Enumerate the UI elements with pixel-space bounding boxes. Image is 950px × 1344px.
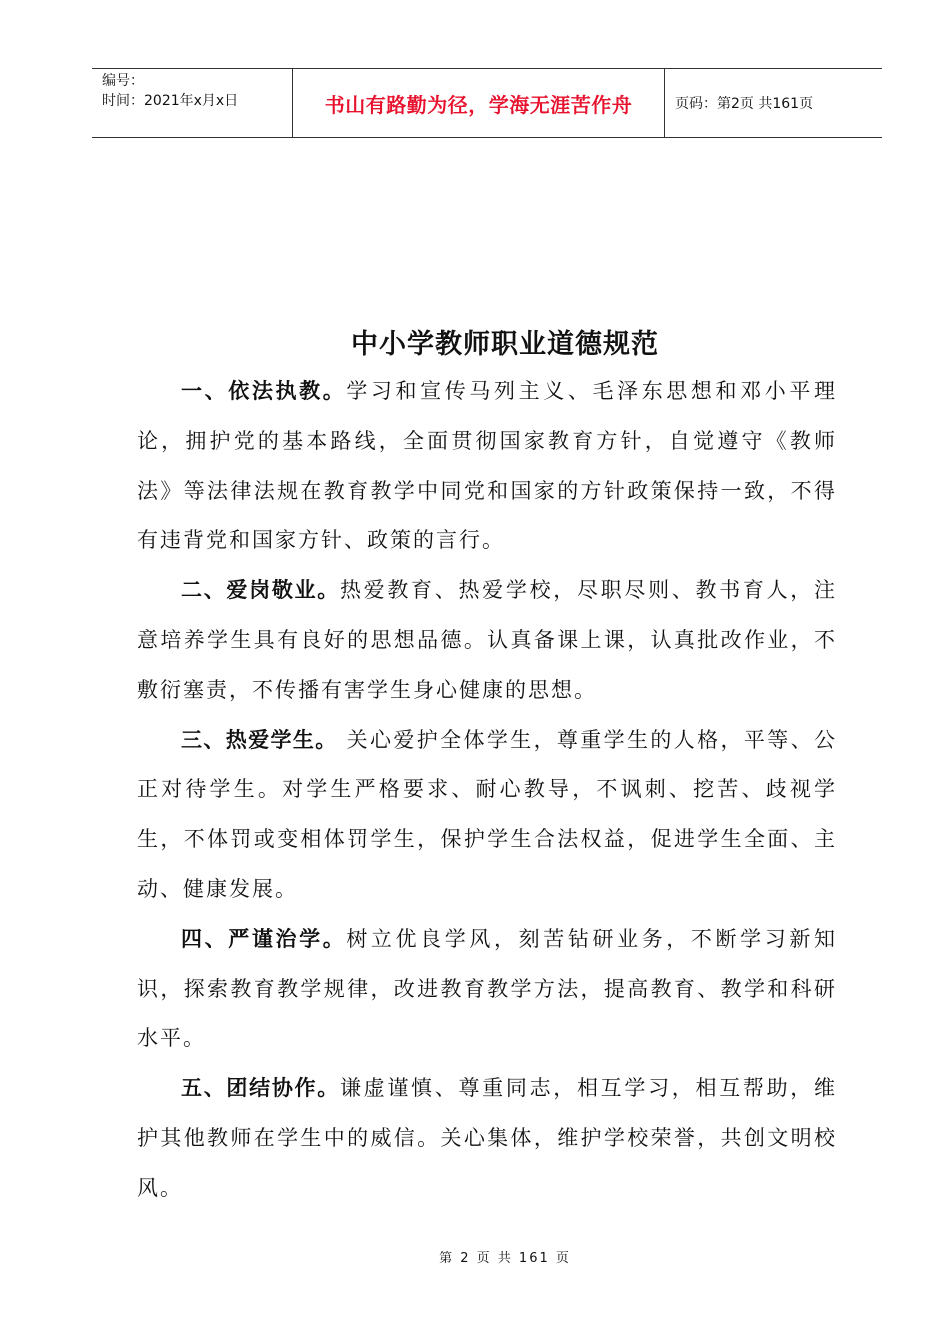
- code-label: 编号：: [102, 73, 144, 89]
- motto: 书山有路勤为径，学海无涯苦作舟: [324, 92, 633, 117]
- document-title: 中小学教师职业道德规范: [351, 329, 659, 360]
- section-heading: 三、热爱学生。: [181, 727, 338, 752]
- header-page-cell: [665, 69, 882, 137]
- section-paragraph: [137, 367, 837, 566]
- section-heading: 五、团结协作。: [181, 1076, 340, 1101]
- date-label: 时间：2021年x月x日: [102, 93, 239, 109]
- section-body: 热爱教育、热爱学校，尽职尽则、教书育人，注意培养学生具有良好的思想品德。认真备课上课，认真批改作业，不敷衍塞责，不传播有害学生身心健康的思想。: [137, 578, 838, 702]
- section-paragraph: [137, 915, 837, 1064]
- section-paragraph: [137, 716, 837, 915]
- section-heading: 四、严谨治学。: [181, 926, 347, 951]
- document-body: [137, 367, 837, 1214]
- section-body: 学习和宣传马列主义、毛泽东思想和邓小平理论，拥护党的基本路线，全面贯彻国家教育方针，自觉遵守《教师法》等法律法规在教育教学中同党和国家的方针政策保持一致，不得有违背党和国家方针、政策的言行。: [137, 379, 838, 553]
- section-paragraph: [137, 566, 837, 715]
- section-heading: 一、依法执教。: [181, 379, 347, 403]
- header-table: [92, 68, 882, 138]
- page-label: 页码：第2页 共161页: [675, 96, 814, 112]
- section-body: 树立优良学风，刻苦钻研业务，不断学习新知识，探索教育教学规律，改进教育教学方法，提高教育、教学和科研水平。: [137, 926, 838, 1051]
- section-heading: 二、爱岗敬业。: [181, 578, 340, 603]
- section-body: 谦虚谨慎、尊重同志，相互学习，相互帮助，维护其他教师在学生中的威信。关心集体，维护学校荣誉，共创文明校风。: [137, 1076, 838, 1200]
- header-motto-cell: [293, 69, 665, 137]
- section-paragraph: [137, 1064, 837, 1213]
- header-meta-cell: [92, 69, 293, 137]
- section-body: 关心爱护全体学生，尊重学生的人格，平等、公正对待学生。对学生严格要求、耐心教导，不讽刺、挖苦、歧视学生，不体罚或变相体罚学生，保护学生合法权益，促进学生全面、主动、健康发展。: [137, 727, 837, 901]
- page-footer: 第 2 页 共 161 页: [439, 1251, 571, 1266]
